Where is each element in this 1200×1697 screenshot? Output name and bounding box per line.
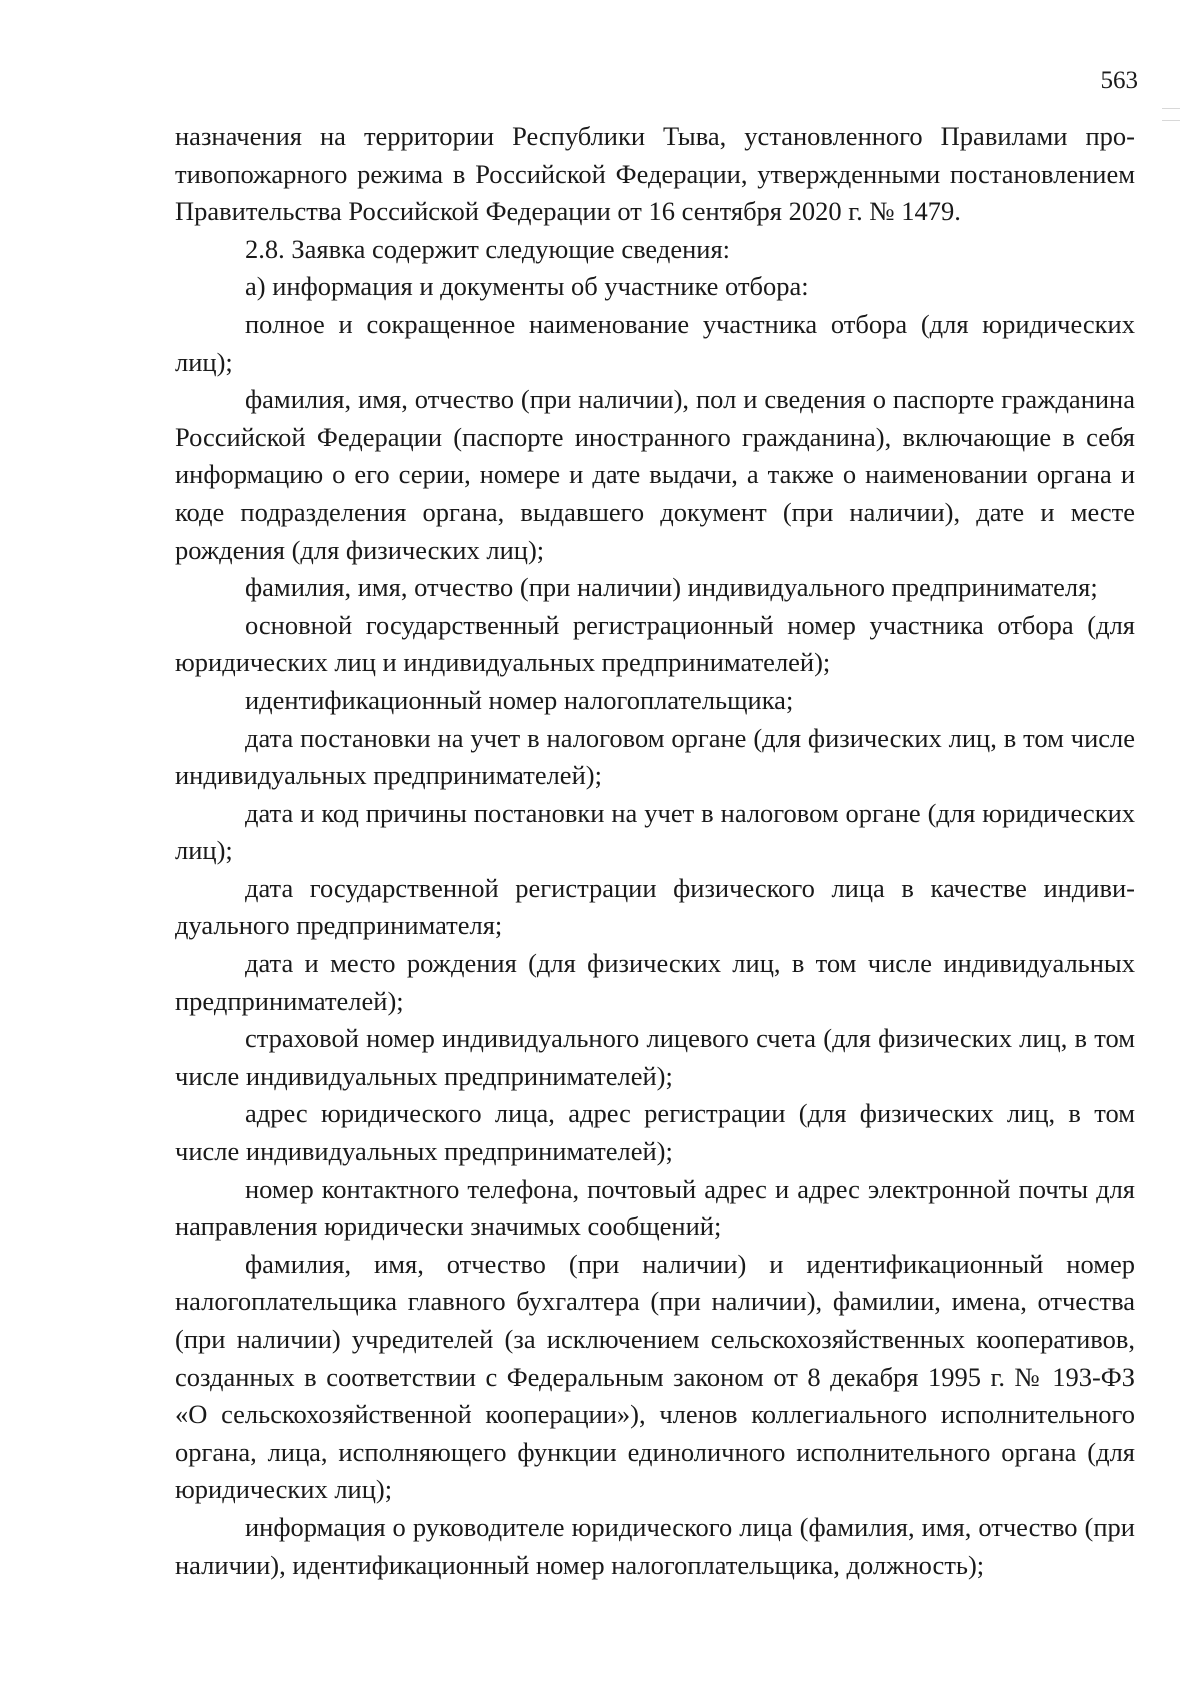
paragraph-item: фамилия, имя, отчество (при наличии), пол и сведения о паспорте гражданина Российской Федерации (паспорте иностранного гражданина), включающие в себя информацию о его серии, номере и дате выдачи, а также о наименовании органа и коде подразделения органа, выдавшего документ (при наличии), дате и месте рождения (для физических лиц); — [175, 384, 1135, 565]
paragraph-item: полное и сокращенное наименование участника отбора (для юридических лиц); — [175, 308, 1135, 377]
paragraph-continuation: назначения на территории Республики Тыва, установленного Правилами противопожарного режима в Российской Федерации, утвержденными постановлением Правительства Российской Федерации от 16 сентября 2020 г. № 1479. — [175, 121, 1135, 227]
paragraph-subsection-a: а) информация и документы об участнике отбора: — [245, 271, 809, 302]
paragraph-item: адрес юридического лица, адрес регистрации (для физических лиц, в том числе индивидуальных предпринимателей); — [175, 1098, 1135, 1167]
paragraph-item: дата и место рождения (для физических лиц, в том числе индивидуальных предпринимателей); — [175, 948, 1135, 1016]
paragraph-item: фамилия, имя, отчество (при наличии) индивидуального предпринимателя; — [245, 572, 1098, 603]
paragraph-item: информация о руководителе юридического лица (фамилия, имя, отчество (при наличии), идентификационный номер налогоплательщика, должность); — [175, 1511, 1135, 1580]
paragraph-item: дата постановки на учет в налоговом органе (для физических лиц, в том числе индивидуальных предпринимателей); — [175, 722, 1135, 791]
paragraph-item: дата и код причины постановки на учет в налоговом органе (для юридических лиц); — [175, 797, 1135, 866]
page-number: 563 — [1100, 67, 1138, 94]
paragraph-section-2-8: 2.8. Заявка содержит следующие сведения: — [245, 233, 731, 264]
paragraph-item: страховой номер индивидуального лицевого счета (для физических лиц, в том числе индивидуальных предпринимателей); — [175, 1023, 1135, 1091]
paragraph-item: основной государственный регистрационный номер участника отбора (для юридических лиц и индивидуальных предпринимателей); — [175, 609, 1135, 678]
paragraph-item: дата государственной регистрации физического лица в качестве индивидуального предпринимателя; — [175, 872, 1135, 941]
paragraph-item: идентификационный номер налогоплательщика; — [245, 684, 794, 715]
document-body — [175, 118, 1135, 1584]
paragraph-item: фамилия, имя, отчество (при наличии) и идентификационный номер налогоплательщика главного бухгалтера (при наличии), фамилии, имена, отчества (при наличии) учредителей (за исключением сельскохозяйственных кооперативов, созданных в соответствии с Федеральным законом от 8 декабря 1995 г. № 193-ФЗ «О сельскохозяйственной кооперации»), членов коллегиального исполнительного органа, лица, исполняющего функции единоличного исполнительного органа (для юридических лиц); — [175, 1248, 1135, 1505]
scan-edge-mark — [1162, 108, 1180, 109]
scan-edge-mark — [1162, 120, 1180, 121]
paragraph-item: номер контактного телефона, почтовый адрес и адрес электронной почты для направления юридически значимых сообщений; — [175, 1173, 1135, 1242]
